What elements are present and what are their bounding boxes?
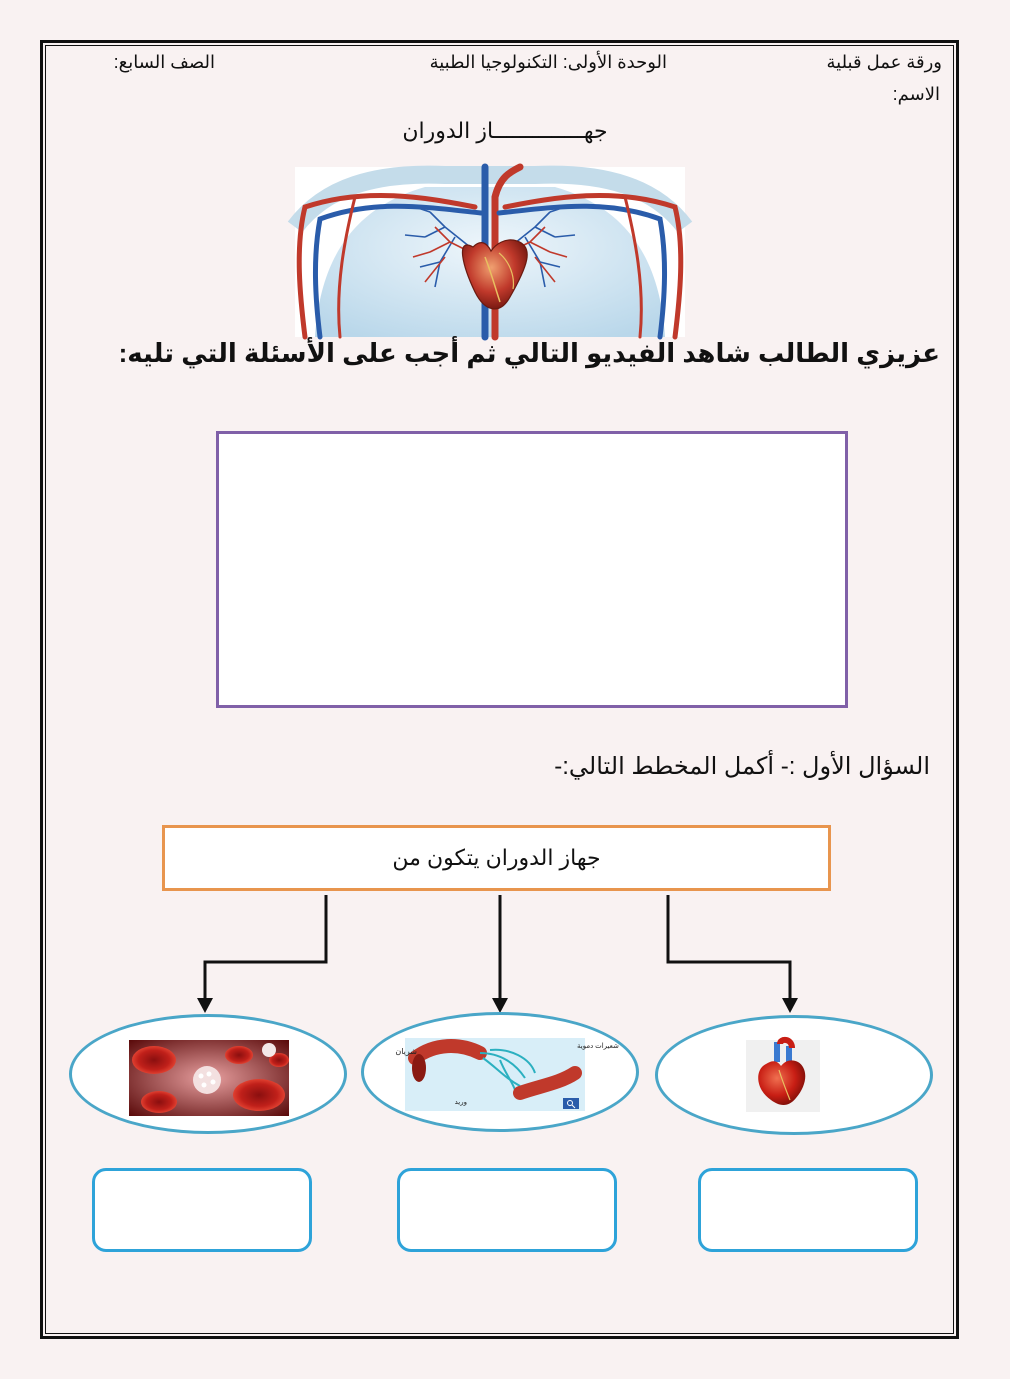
unit-label: الوحدة الأولى: التكنولوجيا الطبية [429,52,667,72]
worksheet-title: جهــــــــــــــاز الدوران [402,118,608,143]
student-name-label: الاسم: [892,84,940,104]
answer-box-vessels[interactable] [397,1168,617,1252]
diagram-oval-vessels [361,1012,639,1132]
diagram-root-label: جهاز الدوران يتكون من [392,845,601,870]
video-placeholder[interactable] [216,431,848,708]
question-one-prompt: السؤال الأول :- أكمل المخطط التالي:- [554,753,930,780]
blood-vessels-image [395,1038,619,1111]
circulatory-system-illustration [295,167,685,337]
heart-image [746,1040,820,1112]
blood-cells-image [129,1040,289,1116]
answer-box-blood[interactable] [92,1168,312,1252]
artery-label: شريان [395,1047,417,1056]
capillaries-label: شعيرات دموية [577,1043,619,1050]
grade-label: الصف السابع: [113,52,215,72]
diagram-oval-heart [655,1015,933,1135]
answer-box-heart[interactable] [698,1168,918,1252]
diagram-root-box [162,825,831,891]
instruction-text: عزيزي الطالب شاهد الفيديو التالي ثم أجب على الأسئلة التي تليه: [118,338,940,368]
vein-label: وريد [454,1099,467,1106]
diagram-oval-blood [69,1014,347,1134]
sheet-type-label: ورقة عمل قبلية [826,52,942,72]
